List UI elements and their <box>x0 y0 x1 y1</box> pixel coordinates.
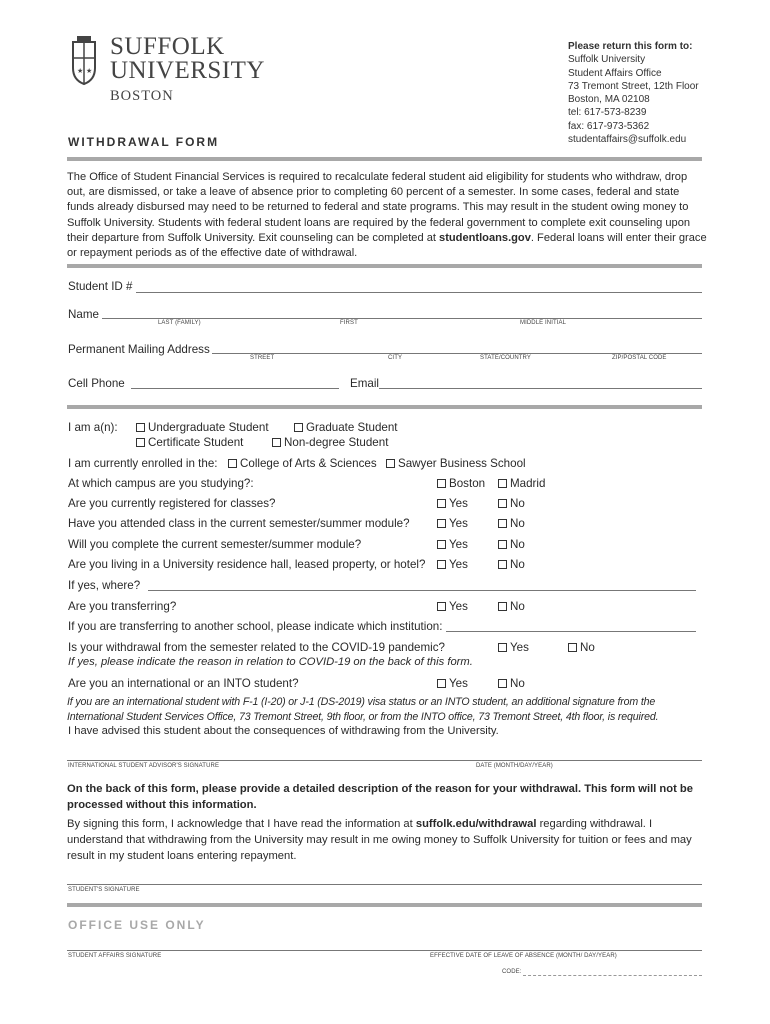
svg-text:★: ★ <box>77 67 84 75</box>
return-line: Student Affairs Office <box>568 67 662 79</box>
transferring-yes-checkbox[interactable] <box>437 600 468 613</box>
institution-field[interactable] <box>446 631 696 632</box>
name-label: Name <box>68 308 99 321</box>
madrid-label: Madrid <box>510 477 546 490</box>
non-degree-label: Non-degree Student <box>284 436 389 449</box>
yes-label: Yes <box>510 641 529 654</box>
transferring-no-checkbox[interactable] <box>498 600 525 613</box>
ack-post: regarding withdrawal. I understand that withdrawing from the University may result in me owing money to Suffolk University for tuition or fees and may result in my student loans entering repayment. <box>67 818 692 862</box>
return-line: Suffolk University <box>568 54 646 66</box>
advised-text: I have advised this student about the consequences of withdrawing from the University. <box>68 725 499 737</box>
logo-line-2: UNIVERSITY <box>110 57 265 84</box>
back-note: On the back of this form, please provide a detailed description of the reason for your withdrawal. This form will not be processed without this information. <box>67 783 693 811</box>
cell-field[interactable] <box>131 388 339 389</box>
return-info <box>568 40 699 146</box>
arts-sciences-checkbox[interactable] <box>228 457 377 470</box>
student-signature-field[interactable] <box>67 884 702 885</box>
no-label: No <box>510 517 525 530</box>
living-question: Are you living in a University residence hall, leased property, or hotel? <box>68 558 426 571</box>
university-seal-icon <box>67 36 101 86</box>
yes-label: Yes <box>449 558 468 571</box>
undergraduate-checkbox[interactable] <box>136 421 269 434</box>
campus-question: At which campus are you studying?: <box>68 477 254 490</box>
covid-note: If yes, please indicate the reason in relation to COVID-19 on the back of this form. <box>68 656 473 668</box>
office-use-title: OFFICE USE ONLY <box>68 918 206 932</box>
email-label: Email <box>350 377 379 390</box>
ack-pre: By signing this form, I acknowledge that I have read the information at <box>67 818 416 830</box>
contact-divider <box>67 405 702 409</box>
international-no-checkbox[interactable] <box>498 677 525 690</box>
international-question: Are you an international or an INTO student? <box>68 677 299 690</box>
intro-divider <box>67 264 702 268</box>
covid-yes-checkbox[interactable] <box>498 641 529 654</box>
address-label: Permanent Mailing Address <box>68 343 210 356</box>
attended-yes-checkbox[interactable] <box>437 517 468 530</box>
acknowledgement <box>67 816 707 864</box>
address-zip-caption: ZIP/POSTAL CODE <box>612 355 667 361</box>
transferring-question: Are you transferring? <box>68 600 177 613</box>
graduate-checkbox[interactable] <box>294 421 398 434</box>
yes-label: Yes <box>449 517 468 530</box>
logo <box>67 34 277 110</box>
logo-line-1: SUFFOLK <box>110 33 225 60</box>
address-street-caption: STREET <box>250 355 275 361</box>
living-no-checkbox[interactable] <box>498 558 525 571</box>
international-note: If you are an international student with F-1 (I-20) or J-1 (DS-2019) visa status or an INTO student, an additional signature from the International Student Services Office, 73 Tremont Street, 9th floor, or from the INTO office, 73 Tremont Street, 4th floor, is required. <box>67 696 659 723</box>
no-label: No <box>580 641 595 654</box>
student-id-label: Student ID # <box>68 280 133 293</box>
name-first-caption: FIRST <box>340 320 358 326</box>
intro-paragraph <box>67 170 707 261</box>
no-label: No <box>510 677 525 690</box>
living-yes-checkbox[interactable] <box>437 558 468 571</box>
madrid-checkbox[interactable] <box>498 477 545 490</box>
address-field[interactable] <box>212 353 702 354</box>
address-state-caption: STATE/COUNTRY <box>480 355 531 361</box>
where-label: If yes, where? <box>68 579 141 592</box>
complete-no-checkbox[interactable] <box>498 538 525 551</box>
no-label: No <box>510 497 525 510</box>
advisor-signature-caption: INTERNATIONAL STUDENT ADVISOR'S SIGNATURE <box>68 763 220 769</box>
graduate-label: Graduate Student <box>306 421 398 434</box>
attended-no-checkbox[interactable] <box>498 517 525 530</box>
return-line: 73 Tremont Street, 12th Floor <box>568 80 699 92</box>
where-field[interactable] <box>148 590 696 591</box>
intro-tail: . Federal loans will enter their grace or repayment periods as of the effective date of withdrawal. <box>67 231 707 260</box>
institution-label: If you are transferring to another school, please indicate which institution: <box>68 620 443 633</box>
complete-question: Will you complete the current semester/summer module? <box>68 538 362 551</box>
arts-sciences-label: College of Arts & Sciences <box>240 457 377 470</box>
undergraduate-label: Undergraduate Student <box>148 421 269 434</box>
office-divider <box>67 903 702 907</box>
advisor-date-caption: DATE (MONTH/DAY/YEAR) <box>476 763 553 769</box>
logo-line-3: BOSTON <box>110 88 174 104</box>
certificate-label: Certificate Student <box>148 436 244 449</box>
yes-label: Yes <box>449 497 468 510</box>
studentloans-link[interactable]: studentloans.gov <box>439 231 531 244</box>
return-line: studentaffairs@suffolk.edu <box>568 134 687 146</box>
code-caption: CODE: <box>502 969 522 975</box>
form-title: WITHDRAWAL FORM <box>68 135 220 149</box>
covid-no-checkbox[interactable] <box>568 641 595 654</box>
return-heading: Please return this form to: <box>568 41 693 52</box>
name-middle-caption: MIDDLE INITIAL <box>520 320 567 326</box>
return-line: fax: 617-973-5362 <box>568 120 650 132</box>
advisor-signature-field[interactable] <box>67 760 702 761</box>
attended-question: Have you attended class in the current semester/summer module? <box>68 517 410 530</box>
no-label: No <box>510 558 525 571</box>
title-divider <box>67 157 702 161</box>
international-yes-checkbox[interactable] <box>437 677 468 690</box>
covid-question: Is your withdrawal from the semester related to the COVID-19 pandemic? <box>68 641 445 654</box>
svg-text:★: ★ <box>86 67 93 75</box>
registered-yes-checkbox[interactable] <box>437 497 468 510</box>
yes-label: Yes <box>449 677 468 690</box>
registered-question: Are you currently registered for classes? <box>68 497 276 510</box>
student-signature-caption: STUDENT'S SIGNATURE <box>68 887 140 893</box>
intro-text: The Office of Student Financial Services is required to recalculate federal student aid eligibility for students who withdraw, drop out, are dismissed, or take a leave of absence prior to completing 60 percent of a semester. In some cases, federal and state funds already disbursed may need to be returned to federal and state programs. This may result in the student owing money to Suffolk University. Students with federal student loans are required by the federal government to complete exit counseling upon their departure from Suffolk University. Exit counseling can be completed at <box>67 171 691 244</box>
email-field[interactable] <box>379 388 702 389</box>
cell-label: Cell Phone <box>68 377 125 390</box>
boston-label: Boston <box>449 477 486 490</box>
student-id-field[interactable] <box>136 292 702 293</box>
certificate-checkbox[interactable] <box>136 436 243 449</box>
return-line: Boston, MA 02108 <box>568 94 650 106</box>
status-label: I am a(n): <box>68 421 118 434</box>
return-line: tel: 617-573-8239 <box>568 107 647 119</box>
address-city-caption: CITY <box>388 355 403 361</box>
complete-yes-checkbox[interactable] <box>437 538 468 551</box>
sawyer-label: Sawyer Business School <box>398 457 526 470</box>
office-signature-caption: STUDENT AFFAIRS SIGNATURE <box>68 953 162 959</box>
yes-label: Yes <box>449 538 468 551</box>
non-degree-checkbox[interactable] <box>272 436 388 449</box>
office-date-caption: EFFECTIVE DATE OF LEAVE OF ABSENCE (MONTH/ DAY/YEAR) <box>430 953 617 959</box>
office-signature-field[interactable] <box>67 950 702 951</box>
name-field[interactable] <box>102 318 702 319</box>
yes-label: Yes <box>449 600 468 613</box>
registered-no-checkbox[interactable] <box>498 497 525 510</box>
boston-checkbox[interactable] <box>437 477 485 490</box>
no-label: No <box>510 600 525 613</box>
enrolled-label: I am currently enrolled in the: <box>68 457 218 470</box>
no-label: No <box>510 538 525 551</box>
withdrawal-link[interactable]: suffolk.edu/withdrawal <box>415 818 537 830</box>
sawyer-checkbox[interactable] <box>386 457 526 470</box>
code-field[interactable] <box>523 975 702 976</box>
name-last-caption: LAST (FAMILY) <box>158 320 201 326</box>
